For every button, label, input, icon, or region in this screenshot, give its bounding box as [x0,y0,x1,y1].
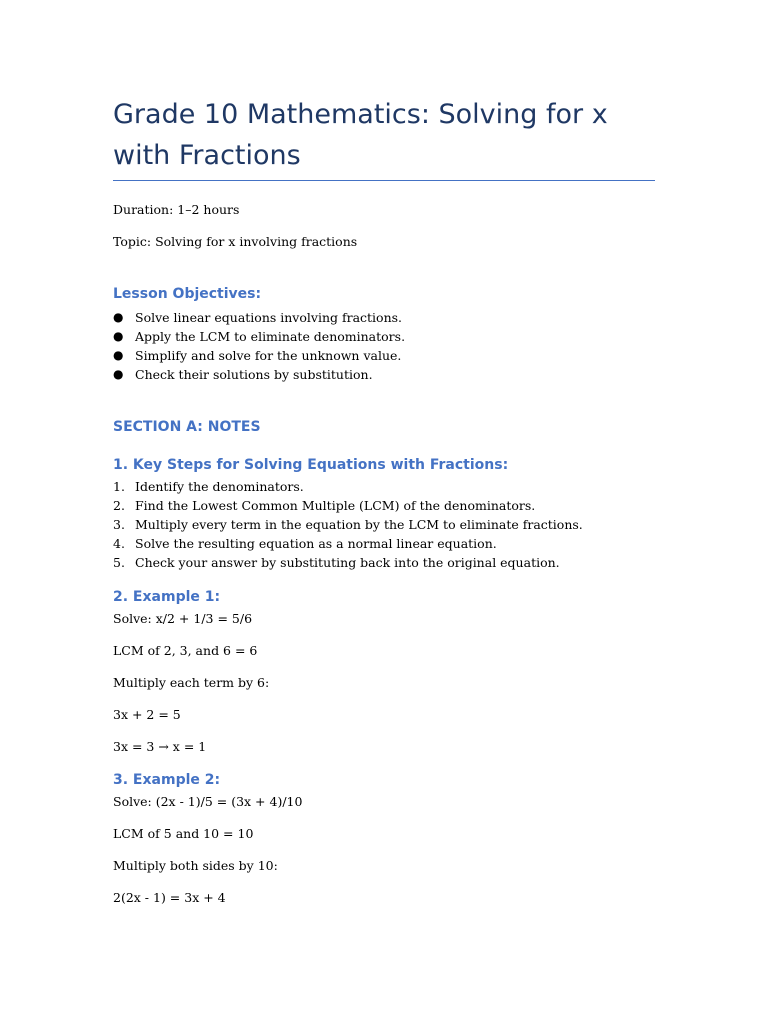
topic-text: Topic: Solving for x involving fractions [113,234,358,249]
step-text: Solve the resulting equation as a normal linear equation. [135,536,497,551]
list-item [113,327,405,346]
section-a-heading: SECTION A: NOTES [113,419,261,435]
document-title: Grade 10 Mathematics: Solving for x with Fractions [113,99,608,171]
list-item [113,553,583,572]
list-item [113,515,583,534]
example-2-line: Multiply both sides by 10: [113,858,278,873]
objective-text: Solve linear equations involving fractions. [135,310,403,325]
objectives-heading: Lesson Objectives: [113,286,262,302]
example-1-line: Solve: x/2 + 1/3 = 5/6 [113,611,253,626]
example-2-line: Solve: (2x - 1)/5 = (3x + 4)/10 [113,794,303,809]
example-1-heading: 2. Example 1: [113,589,221,605]
key-steps-list [113,477,583,572]
list-item [113,308,405,327]
step-text: Identify the denominators. [135,479,304,494]
step-number: 1. [113,479,125,494]
list-item [113,534,583,553]
example-2-line: 2(2x - 1) = 3x + 4 [113,890,226,905]
objective-text: Check their solutions by substitution. [135,367,373,382]
list-item [113,496,583,515]
list-item [113,477,583,496]
bullet-icon: ● [113,367,124,381]
list-item [113,346,405,365]
example-2-heading: 3. Example 2: [113,772,221,788]
example-1-line: LCM of 2, 3, and 6 = 6 [113,643,258,658]
objectives-list [113,308,405,384]
key-steps-heading: 1. Key Steps for Solving Equations with Fractions: [113,457,509,473]
bullet-icon: ● [113,348,124,362]
example-2-line: LCM of 5 and 10 = 10 [113,826,254,841]
example-1-line: 3x + 2 = 5 [113,707,181,722]
objective-text: Apply the LCM to eliminate denominators. [135,329,406,344]
objective-text: Simplify and solve for the unknown value. [135,348,402,363]
step-number: 5. [113,555,125,570]
duration-text: Duration: 1–2 hours [113,202,240,217]
bullet-icon: ● [113,310,124,324]
step-text: Multiply every term in the equation by the LCM to eliminate fractions. [135,517,583,532]
step-number: 3. [113,517,125,532]
example-1-line: 3x = 3 → x = 1 [113,739,207,754]
list-item [113,365,405,384]
step-number: 2. [113,498,125,513]
example-1-line: Multiply each term by 6: [113,675,270,690]
step-text: Find the Lowest Common Multiple (LCM) of the denominators. [135,498,536,513]
title-underline [113,180,655,181]
bullet-icon: ● [113,329,124,343]
step-text: Check your answer by substituting back into the original equation. [135,555,560,570]
step-number: 4. [113,536,125,551]
